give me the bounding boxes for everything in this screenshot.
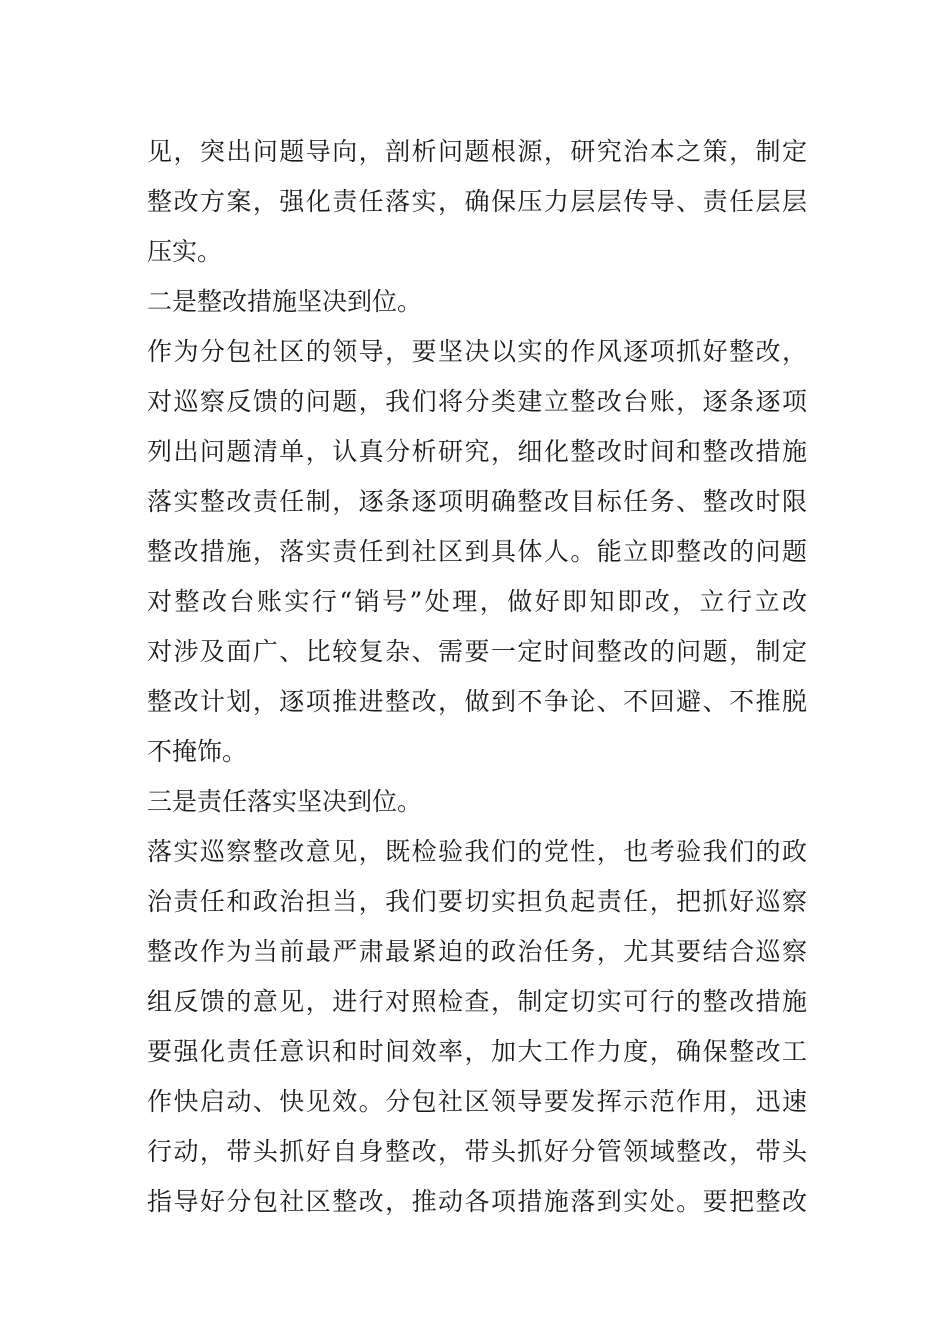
text-line: 对整改台账实行“销号”处理，做好即知即改，立行立改 — [147, 587, 807, 616]
text-line: 落实巡察整改意见，既检验我们的党性，也考验我们的政 — [147, 837, 807, 866]
text-line: 对涉及面广、比较复杂、需要一定时间整改的问题，制定 — [147, 637, 807, 666]
text-line: 整改措施，落实责任到社区到具体人。能立即整改的问题 — [147, 537, 807, 566]
text-line: 指导好分包社区整改，推动各项措施落到实处。要把整改 — [147, 1187, 807, 1216]
text-line: 整改方案，强化责任落实，确保压力层层传导、责任层层 — [147, 187, 807, 216]
text-line: 对巡察反馈的问题，我们将分类建立整改台账，逐条逐项 — [147, 387, 807, 416]
text-line: 落实整改责任制，逐条逐项明确整改目标任务、整改时限 — [147, 487, 807, 516]
text-line: 不掩饰。 — [147, 737, 248, 766]
text-line: 整改作为当前最严肃最紧迫的政治任务，尤其要结合巡察 — [147, 937, 807, 966]
text-line: 要强化责任意识和时间效率，加大工作力度，确保整改工 — [147, 1037, 807, 1066]
text-line: 整改计划，逐项推进整改，做到不争论、不回避、不推脱 — [147, 687, 807, 716]
text-line: 行动，带头抓好自身整改，带头抓好分管领域整改，带头 — [147, 1137, 807, 1166]
section-heading: 二是整改措施坚决到位。 — [147, 287, 423, 316]
text-line: 见，突出问题导向，剖析问题根源，研究治本之策，制定 — [147, 137, 807, 166]
text-line: 组反馈的意见，进行对照检查，制定切实可行的整改措施 — [147, 987, 807, 1016]
text-line: 治责任和政治担当，我们要切实担负起责任，把抓好巡察 — [147, 887, 807, 916]
text-line: 列出问题清单，认真分析研究，细化整改时间和整改措施 — [147, 437, 807, 466]
section-heading: 三是责任落实坚决到位。 — [147, 787, 423, 816]
text-line: 作为分包社区的领导，要坚决以实的作风逐项抓好整改， — [147, 337, 807, 366]
text-line: 作快启动、快见效。分包社区领导要发挥示范作用，迅速 — [147, 1087, 807, 1116]
text-line: 压实。 — [147, 237, 223, 266]
